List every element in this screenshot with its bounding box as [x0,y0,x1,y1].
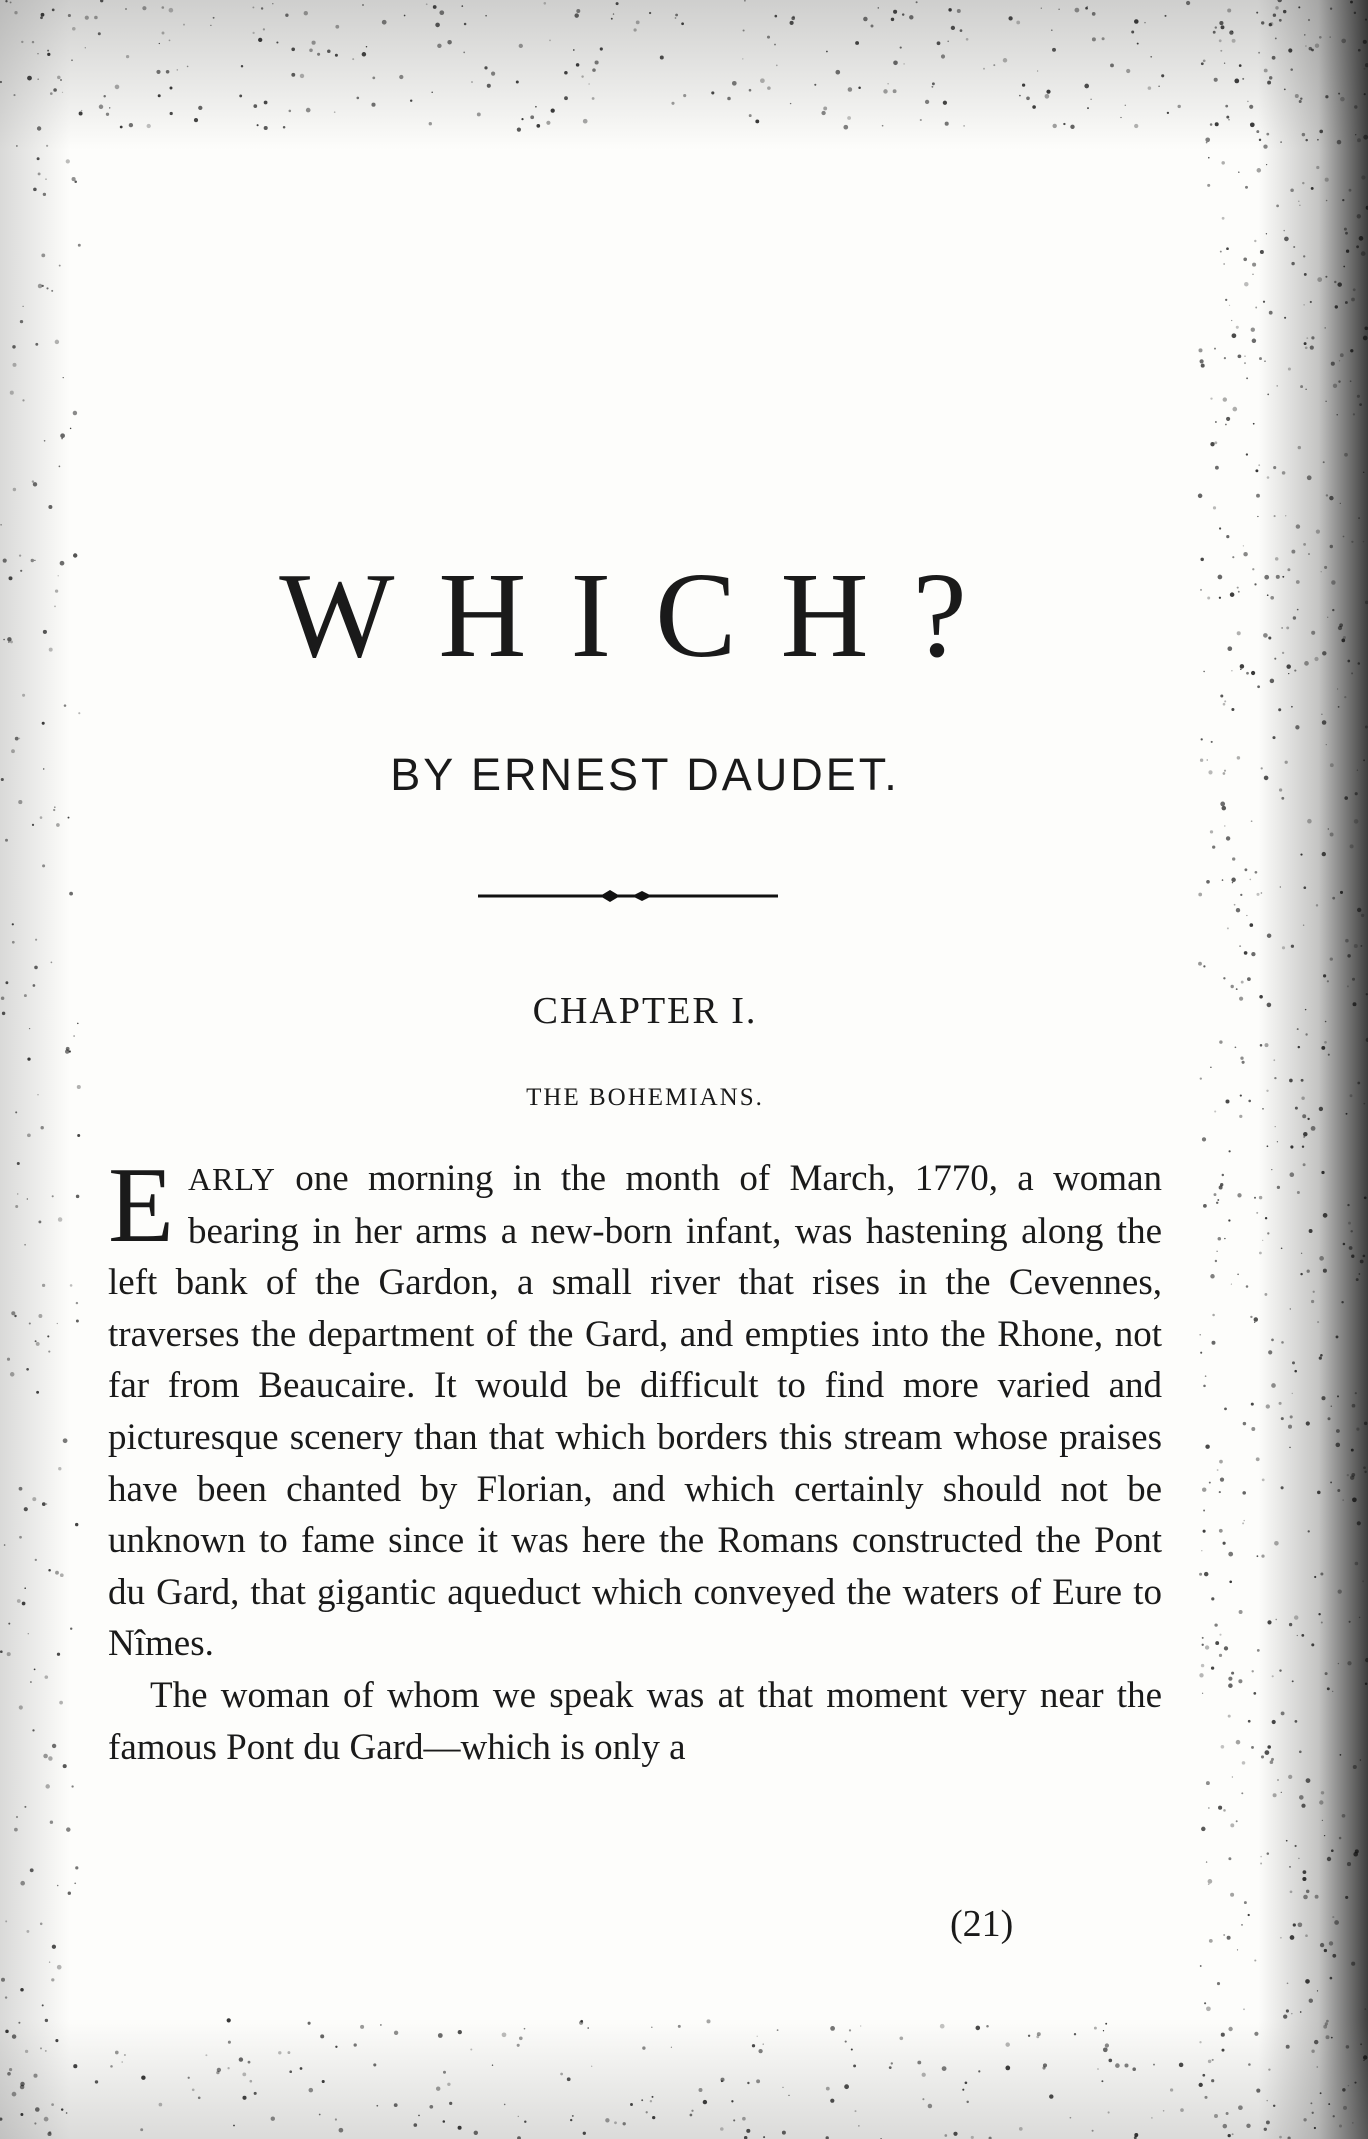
chapter-title: THE BOHEMIANS. [526,1084,764,1111]
divider-ornament [478,886,778,906]
author-byline: BY ERNEST DAUDET. [390,749,900,800]
paragraph-2: The woman of whom we speak was at that moment very near the famous Pont du Gard—which is only a [108,1674,1162,1768]
book-title: WHICH? [279,548,1011,683]
paragraph-1 [108,1146,1162,1670]
first-word-smallcaps: ARLY [187,1161,276,1197]
page-number: (21) [950,1903,1014,1945]
drop-cap: E [108,1146,174,1265]
chapter-heading: CHAPTER I. [532,990,758,1032]
body-text [108,1146,1162,1773]
paragraph-1-text: one morning in the month of March, 1770, a woman bearing in her arms a new-born infant, was hastening along the left bank of the Gardon, a small river that rises in the Cevennes, traverses the department of the Gard, and empties into the Rhone, not far from Beaucaire. It would be difficult to find more varied and picturesque scenery than that which borders this stream whose praises have been chanted by Florian, and which certainly should not be unknown to fame since it was here the Romans constructed the Pont du Gard, that gigantic aqueduct which conveyed the waters of Eure to Nîmes. [108,1158,1162,1665]
